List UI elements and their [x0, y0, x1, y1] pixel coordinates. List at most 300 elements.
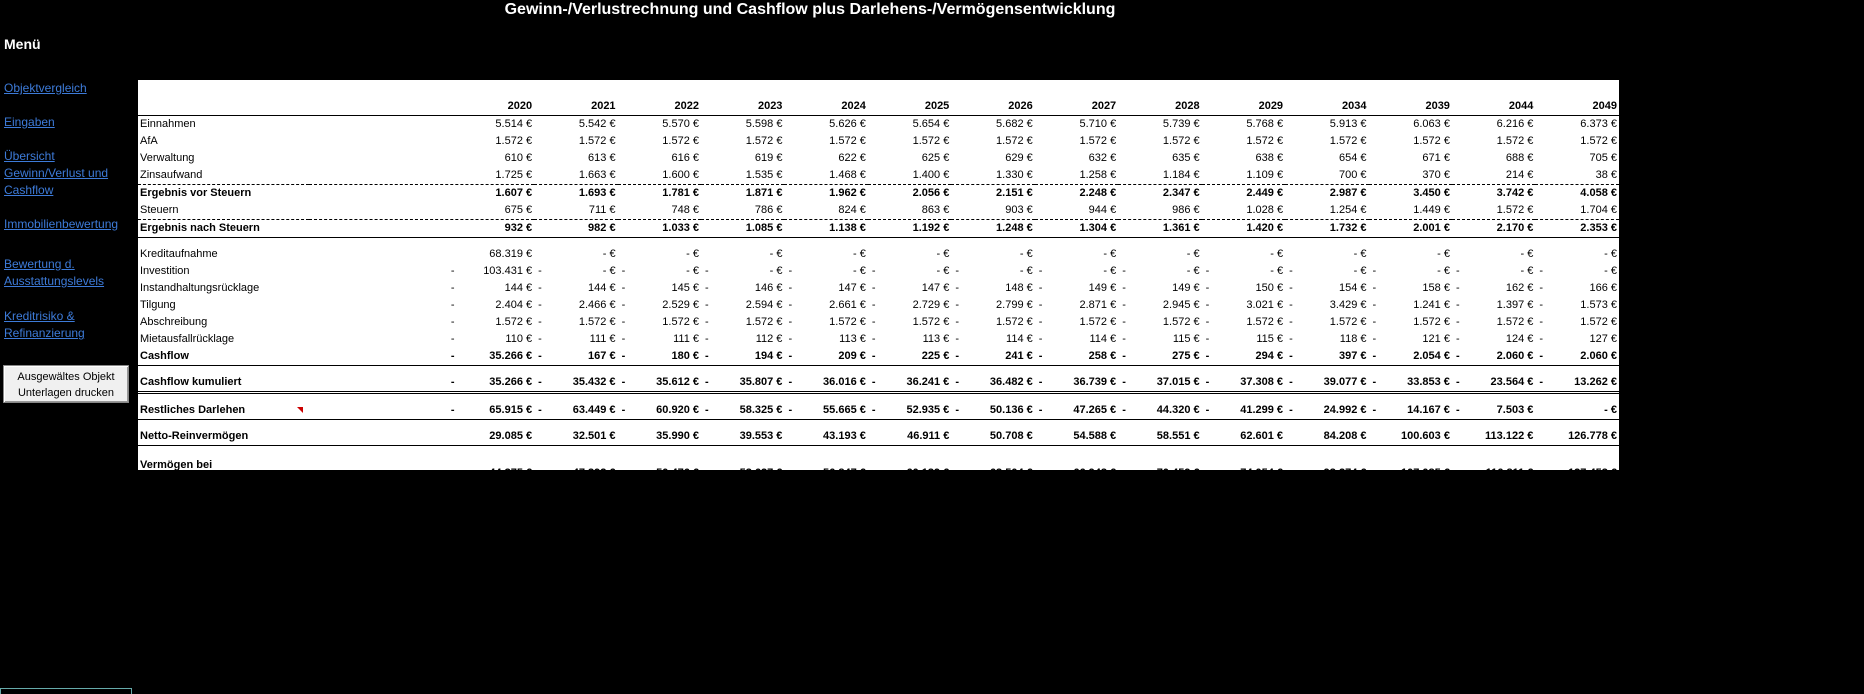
table-cell[interactable]: - 55.665 € — [784, 402, 867, 420]
table-cell[interactable]: 1.304 € — [1035, 220, 1118, 238]
table-cell[interactable]: 1.607 € — [309, 185, 534, 203]
table-cell[interactable]: 982 € — [534, 220, 617, 238]
table-cell[interactable]: - 14.167 € — [1369, 402, 1452, 420]
table-cell[interactable]: 5.654 € — [912, 118, 950, 130]
table-cell[interactable]: - 146 € — [705, 282, 783, 294]
table-cell[interactable]: 1.085 € — [701, 220, 784, 238]
table-cell[interactable]: - 2.945 € — [1122, 299, 1200, 311]
table-cell[interactable]: 1.732 € — [1285, 220, 1368, 238]
table-cell[interactable]: 126.778 € — [1535, 428, 1619, 446]
table-cell[interactable]: - € — [1353, 248, 1367, 260]
table-cell[interactable]: 1.535 € — [745, 169, 783, 181]
table-cell[interactable]: 60.139 € — [868, 456, 951, 492]
table-cell[interactable]: 610 € — [504, 152, 533, 164]
table-cell[interactable]: - 23.564 € — [1452, 374, 1535, 393]
table-cell[interactable]: - 127 € — [1539, 333, 1617, 345]
table-cell[interactable]: - 1.572 € — [1038, 316, 1117, 328]
table-cell[interactable]: 1.400 € — [912, 169, 950, 181]
table-cell[interactable]: 62.601 € — [1202, 428, 1285, 446]
row-label: Instandhaltungsrücklage — [140, 282, 260, 294]
table-cell[interactable]: 100.603 € — [1369, 428, 1452, 446]
table-cell[interactable]: - 194 € — [701, 348, 784, 366]
table-cell[interactable]: 2.449 € — [1202, 185, 1285, 203]
table-cell[interactable]: 84.208 € — [1285, 428, 1368, 446]
table-cell[interactable]: 1.184 € — [1162, 169, 1200, 181]
table-cell[interactable]: 2.151 € — [951, 185, 1034, 203]
table-cell[interactable]: - - € — [1372, 265, 1450, 277]
table-cell[interactable]: 1.330 € — [996, 169, 1033, 181]
table-cell[interactable]: - 1.572 € — [1289, 316, 1367, 328]
table-cell[interactable]: 616 € — [671, 152, 699, 164]
table-cell[interactable]: - 33.853 € — [1369, 374, 1452, 393]
table-cell[interactable]: 2.248 € — [1035, 185, 1118, 203]
table-cell[interactable]: 2.347 € — [1118, 185, 1201, 203]
table-cell[interactable]: - 150 € — [1205, 282, 1284, 294]
table-cell[interactable]: - € — [853, 248, 866, 260]
table-cell[interactable]: 370 € — [1422, 169, 1450, 181]
table-row — [138, 167, 1619, 185]
table-cell[interactable]: - 162 € — [1455, 282, 1534, 294]
year-header: 2049 — [1535, 97, 1619, 116]
table-cell[interactable]: 671 € — [1422, 152, 1450, 164]
table-row — [138, 374, 1619, 393]
table-cell[interactable]: 2.056 € — [868, 185, 951, 203]
row-label: Cashflow — [138, 348, 309, 366]
table-cell[interactable]: - € — [1019, 248, 1033, 260]
row-label: Ergebnis vor Steuern — [138, 185, 309, 203]
table-cell[interactable]: - 166 € — [1539, 282, 1617, 294]
table-cell[interactable]: - 2.060 € — [1452, 348, 1535, 366]
table-cell[interactable]: - 180 € — [618, 348, 701, 366]
table-cell[interactable]: 54.588 € — [1035, 428, 1118, 446]
table-cell[interactable]: - 112 € — [705, 333, 783, 345]
table-row — [138, 202, 1619, 220]
menu-title: Menü — [4, 36, 41, 52]
table-cell[interactable]: - 258 € — [1035, 348, 1118, 366]
menu-link-immobilienbewertung[interactable]: Immobilienbewertung — [4, 217, 119, 231]
table-cell[interactable]: 1.962 € — [784, 185, 867, 203]
table-cell[interactable]: 863 € — [921, 204, 950, 216]
table-cell[interactable]: - 145 € — [621, 282, 699, 294]
year-header: 2044 — [1452, 97, 1535, 116]
table-cell[interactable]: 654 € — [1338, 152, 1367, 164]
table-cell[interactable]: 43.193 € — [784, 428, 867, 446]
table-cell[interactable]: 1.449 € — [1413, 204, 1450, 216]
table-cell[interactable]: 70.459 € — [1118, 456, 1201, 492]
table-cell[interactable]: 2.170 € — [1452, 220, 1535, 238]
table-cell[interactable]: - 115 € — [1205, 333, 1284, 345]
table-cell[interactable]: 932 € — [309, 220, 534, 238]
table-cell[interactable]: 6.216 € — [1496, 118, 1534, 130]
table-cell[interactable]: 68.319 € — [489, 248, 533, 260]
table-cell[interactable]: 6.373 € — [1580, 118, 1617, 130]
table-cell[interactable]: 5.542 € — [578, 118, 616, 130]
table-cell[interactable]: 3.450 € — [1369, 185, 1452, 203]
table-cell[interactable]: 1.109 € — [1246, 169, 1284, 181]
table-cell[interactable]: 613 € — [588, 152, 616, 164]
sheet-tab[interactable] — [0, 688, 132, 694]
table-cell[interactable]: - 13.262 € — [1535, 374, 1619, 393]
row-label: Zinsaufwand — [140, 169, 203, 181]
table-cell[interactable]: - € — [1186, 248, 1200, 260]
row-label: Tilgung — [140, 299, 176, 311]
table-row — [138, 348, 1619, 366]
table-cell[interactable]: - 144 € — [538, 282, 616, 294]
table-cell[interactable]: 675 € — [504, 204, 533, 216]
table-cell[interactable]: - 7.503 € — [1452, 402, 1535, 420]
table-row — [138, 428, 1619, 446]
table-cell[interactable]: - 147 € — [871, 282, 950, 294]
table-cell[interactable]: 44.375 € — [309, 456, 534, 492]
table-cell[interactable]: 2.987 € — [1285, 185, 1368, 203]
table-cell[interactable]: 58.551 € — [1118, 428, 1201, 446]
table-cell[interactable]: - 2.054 € — [1369, 348, 1452, 366]
table-cell[interactable]: - 2.466 € — [538, 299, 616, 311]
table-cell[interactable]: - 2.661 € — [788, 299, 866, 311]
table-cell[interactable]: - 154 € — [1289, 282, 1367, 294]
table-cell[interactable]: - 39.077 € — [1285, 374, 1368, 393]
table-cell[interactable]: 1.572 € — [745, 135, 783, 147]
spacer-row — [138, 366, 1619, 375]
table-cell[interactable]: 1.572 € — [996, 135, 1033, 147]
table-cell[interactable]: - 113 € — [871, 333, 950, 345]
table-cell[interactable]: - 36.241 € — [868, 374, 951, 393]
table-cell[interactable]: - 397 € — [1285, 348, 1368, 366]
menu-link-kreditrisiko[interactable]: Kreditrisiko & Refinanzierung — [4, 309, 85, 340]
table-cell[interactable]: - 3.021 € — [1205, 299, 1284, 311]
table-cell[interactable]: 47.392 € — [534, 456, 617, 492]
table-cell[interactable]: - 1.572 € — [450, 316, 533, 328]
table-cell[interactable]: - 147 € — [788, 282, 866, 294]
table-cell[interactable]: 1.361 € — [1118, 220, 1201, 238]
table-cell[interactable]: 5.913 € — [1329, 118, 1367, 130]
table-cell[interactable]: - - € — [788, 265, 866, 277]
table-cell[interactable]: - 2.404 € — [450, 299, 533, 311]
row-label: Vermögen bei Miete x Faktor 20 - Restschuld — [138, 456, 309, 492]
table-cell[interactable]: - 1.572 € — [1122, 316, 1200, 328]
table-cell[interactable]: 1.725 € — [495, 169, 533, 181]
table-cell[interactable]: - 275 € — [1118, 348, 1201, 366]
table-cell[interactable]: 986 € — [1172, 204, 1200, 216]
table-cell[interactable]: - € — [1103, 248, 1117, 260]
print-documents-button[interactable]: Ausgewältes Objekt Unterlagen drucken — [3, 365, 129, 403]
table-cell[interactable]: 1.572 € — [1580, 135, 1617, 147]
table-cell[interactable]: - 121 € — [1372, 333, 1450, 345]
table-row — [138, 150, 1619, 167]
table-cell[interactable]: - - € — [1455, 265, 1534, 277]
table-cell[interactable]: 629 € — [1005, 152, 1033, 164]
table-cell[interactable]: 625 € — [921, 152, 950, 164]
table-row — [138, 280, 1619, 297]
table-cell[interactable]: - 1.572 € — [1455, 316, 1534, 328]
table-cell[interactable]: - 1.572 € — [1205, 316, 1284, 328]
table-cell[interactable]: 944 € — [1088, 204, 1117, 216]
table-cell[interactable]: 5.768 € — [1246, 118, 1284, 130]
table-cell[interactable]: 688 € — [1505, 152, 1534, 164]
table-cell[interactable]: - 1.572 € — [1372, 316, 1450, 328]
table-cell[interactable]: 93.274 € — [1285, 456, 1368, 492]
table-cell[interactable]: - € — [1270, 248, 1284, 260]
row-label: Netto-Reinvermögen — [138, 428, 309, 446]
table-cell[interactable]: 1.871 € — [701, 185, 784, 203]
table-cell[interactable]: - 149 € — [1122, 282, 1200, 294]
table-cell[interactable]: - € — [1604, 248, 1617, 260]
table-cell[interactable]: - 35.612 € — [618, 374, 701, 393]
table-cell[interactable]: 705 € — [1589, 152, 1617, 164]
table-cell[interactable]: 786 € — [754, 204, 783, 216]
table-cell[interactable]: 1.258 € — [1079, 169, 1117, 181]
table-cell[interactable]: - € — [936, 248, 950, 260]
table-cell[interactable]: 1.572 € — [1413, 135, 1450, 147]
table-cell[interactable]: 1.572 € — [662, 135, 699, 147]
table-cell[interactable]: - - € — [1289, 265, 1367, 277]
year-header: 2029 — [1202, 97, 1285, 116]
table-cell[interactable]: 632 € — [1088, 152, 1117, 164]
table-cell[interactable]: 1.572 € — [1246, 135, 1284, 147]
table-cell[interactable]: - 2.871 € — [1038, 299, 1117, 311]
table-cell[interactable]: - 103.431 € — [450, 265, 533, 277]
row-label: Verwaltung — [140, 152, 195, 164]
table-cell[interactable]: - 148 € — [955, 282, 1033, 294]
table-cell[interactable]: - 50.136 € — [951, 402, 1034, 420]
table-cell[interactable]: - 241 € — [951, 348, 1034, 366]
table-cell[interactable]: - 1.573 € — [1539, 299, 1617, 311]
table-cell[interactable]: - 149 € — [1038, 282, 1117, 294]
table-cell[interactable]: - 2.729 € — [871, 299, 950, 311]
table-cell[interactable]: 1.572 € — [578, 135, 616, 147]
table-cell[interactable]: - 37.308 € — [1202, 374, 1285, 393]
table-cell[interactable]: - 118 € — [1289, 333, 1367, 345]
table-cell[interactable]: 74.054 € — [1202, 456, 1285, 492]
table-cell[interactable]: 116.811 € — [1452, 456, 1535, 492]
table-cell[interactable]: 5.626 € — [829, 118, 866, 130]
table-cell[interactable]: 50.708 € — [951, 428, 1034, 446]
year-header: 2039 — [1369, 97, 1452, 116]
table-cell[interactable]: 3.742 € — [1452, 185, 1535, 203]
row-label: Ergebnis nach Steuern — [138, 220, 309, 238]
table-cell[interactable]: 1.248 € — [951, 220, 1034, 238]
menu-link-ausstattungslevel[interactable]: Bewertung d. Ausstattungslevels — [4, 257, 105, 288]
table-cell[interactable]: - - € — [705, 265, 783, 277]
table-cell[interactable]: 4.058 € — [1535, 185, 1619, 203]
table-cell[interactable]: - - € — [1539, 265, 1617, 277]
spacer-row — [138, 238, 1619, 247]
table-cell[interactable]: - 47.265 € — [1035, 402, 1118, 420]
table-cell[interactable]: - 124 € — [1455, 333, 1534, 345]
table-cell[interactable]: - 111 € — [538, 333, 616, 345]
table-cell[interactable]: - 35.432 € — [534, 374, 617, 393]
table-cell[interactable]: 39.553 € — [701, 428, 784, 446]
year-header: 2026 — [951, 97, 1034, 116]
table-cell[interactable]: - € — [1437, 248, 1450, 260]
table-cell[interactable]: - - € — [1122, 265, 1200, 277]
table-cell[interactable]: - € — [1520, 248, 1534, 260]
table-cell[interactable]: 66.943 € — [1035, 456, 1118, 492]
table-cell[interactable]: - € — [602, 248, 616, 260]
table-cell[interactable]: - 158 € — [1372, 282, 1450, 294]
table-row — [138, 263, 1619, 280]
table-cell[interactable]: - - € — [955, 265, 1033, 277]
menu-link-eingaben[interactable]: Eingaben — [4, 115, 55, 129]
year-header: 2027 — [1035, 97, 1118, 116]
table-cell[interactable]: - 2.060 € — [1535, 348, 1619, 366]
row-label: Investition — [140, 265, 190, 277]
table-cell[interactable]: 1.572 € — [1496, 135, 1534, 147]
table-cell[interactable]: - 1.572 € — [1539, 316, 1617, 328]
table-cell[interactable]: 127.453 € — [1535, 456, 1619, 492]
table-row — [138, 133, 1619, 150]
table-cell[interactable]: - 113 € — [788, 333, 866, 345]
table-cell[interactable]: 1.704 € — [1580, 204, 1617, 216]
table-cell[interactable]: 53.627 € — [701, 456, 784, 492]
table-cell[interactable]: - - € — [538, 265, 616, 277]
table-cell[interactable]: 748 € — [671, 204, 699, 216]
table-cell[interactable]: 1.572 € — [1329, 135, 1367, 147]
year-header: 2022 — [618, 97, 701, 116]
table-cell[interactable]: - 35.266 € — [309, 374, 534, 393]
table-cell[interactable]: 1.572 € — [1079, 135, 1117, 147]
table-cell[interactable]: - € — [1535, 402, 1619, 420]
table-cell[interactable]: 619 € — [754, 152, 783, 164]
table-cell[interactable]: - 111 € — [621, 333, 699, 345]
table-cell[interactable]: 1.693 € — [534, 185, 617, 203]
table-cell[interactable]: 5.570 € — [662, 118, 699, 130]
table-cell[interactable]: - 114 € — [1038, 333, 1117, 345]
table-cell[interactable]: - 44.320 € — [1118, 402, 1201, 420]
table-cell[interactable]: 1.572 € — [829, 135, 866, 147]
table-cell[interactable]: - 24.992 € — [1285, 402, 1368, 420]
table-cell[interactable]: 1.192 € — [868, 220, 951, 238]
table-cell[interactable]: 1.663 € — [578, 169, 616, 181]
table-cell[interactable]: 29.085 € — [309, 428, 534, 446]
table-cell[interactable]: - € — [769, 248, 783, 260]
table-cell[interactable]: - 36.482 € — [951, 374, 1034, 393]
table-cell[interactable]: 1.572 € — [912, 135, 950, 147]
year-header: 2028 — [1118, 97, 1201, 116]
table-cell[interactable]: - - € — [871, 265, 950, 277]
table-cell[interactable]: 35.990 € — [618, 428, 701, 446]
table-cell[interactable]: - 1.572 € — [788, 316, 866, 328]
table-cell[interactable]: 56.847 € — [784, 456, 867, 492]
table-cell[interactable]: 1.420 € — [1202, 220, 1285, 238]
table-cell[interactable]: - 65.915 € — [309, 402, 534, 420]
table-cell[interactable]: 38 € — [1595, 169, 1617, 181]
table-cell[interactable]: - - € — [1038, 265, 1117, 277]
table-cell[interactable]: 1.600 € — [662, 169, 699, 181]
table-cell[interactable]: 700 € — [1338, 169, 1367, 181]
table-cell[interactable]: 5.710 € — [1079, 118, 1117, 130]
table-cell[interactable]: - 3.429 € — [1289, 299, 1367, 311]
table-cell[interactable]: - - € — [621, 265, 699, 277]
table-cell[interactable]: - 294 € — [1202, 348, 1285, 366]
table-cell[interactable]: 46.911 € — [868, 428, 951, 446]
table-cell[interactable]: - 2.529 € — [621, 299, 699, 311]
table-cell[interactable]: 6.063 € — [1413, 118, 1450, 130]
table-cell[interactable]: 622 € — [838, 152, 866, 164]
table-cell[interactable]: 1.468 € — [829, 169, 866, 181]
table-cell[interactable]: 2.353 € — [1535, 220, 1619, 238]
table-cell[interactable]: - 35.807 € — [701, 374, 784, 393]
table-cell[interactable]: 50.476 € — [618, 456, 701, 492]
table-row — [138, 297, 1619, 314]
table-cell[interactable]: 1.572 € — [495, 135, 533, 147]
table-cell[interactable]: - 41.299 € — [1202, 402, 1285, 420]
table-row — [138, 456, 1619, 492]
table-cell[interactable]: 1.572 € — [1162, 135, 1200, 147]
table-cell[interactable]: 1.138 € — [784, 220, 867, 238]
table-cell[interactable]: 32.501 € — [534, 428, 617, 446]
table-cell[interactable]: 214 € — [1505, 169, 1534, 181]
table-cell[interactable]: - 1.241 € — [1372, 299, 1450, 311]
table-cell[interactable]: - 1.572 € — [538, 316, 616, 328]
table-cell[interactable]: 1.572 € — [1496, 204, 1534, 216]
table-cell[interactable]: 5.682 € — [996, 118, 1033, 130]
table-cell[interactable]: 107.085 € — [1369, 456, 1452, 492]
menu-link-objektvergleich[interactable]: Objektvergleich — [4, 81, 87, 95]
table-row — [138, 220, 1619, 238]
table-cell[interactable]: - 52.935 € — [868, 402, 951, 420]
table-cell[interactable]: 903 € — [1005, 204, 1033, 216]
table-cell[interactable]: - 60.920 € — [618, 402, 701, 420]
table-cell[interactable]: 635 € — [1172, 152, 1200, 164]
table-cell[interactable]: 113.122 € — [1452, 428, 1535, 446]
table-cell[interactable]: - 35.266 € — [309, 348, 534, 366]
table-cell[interactable]: 638 € — [1255, 152, 1284, 164]
table-cell[interactable]: - - € — [1205, 265, 1284, 277]
spacer-row — [138, 393, 1619, 403]
comment-indicator — [297, 407, 303, 413]
table-cell[interactable]: - 110 € — [450, 333, 533, 345]
table-cell[interactable]: - 63.449 € — [534, 402, 617, 420]
table-cell[interactable]: - 58.325 € — [701, 402, 784, 420]
table-cell[interactable]: - 225 € — [868, 348, 951, 366]
table-cell[interactable]: - 115 € — [1122, 333, 1200, 345]
table-cell[interactable]: 5.739 € — [1162, 118, 1200, 130]
table-cell[interactable]: - 37.015 € — [1118, 374, 1201, 393]
menu-link-uebersicht[interactable]: Übersicht Gewinn/Verlust und Cashflow — [4, 149, 109, 197]
table-cell[interactable]: - 1.572 € — [621, 316, 699, 328]
table-cell[interactable]: - 36.739 € — [1035, 374, 1118, 393]
table-cell[interactable]: - 144 € — [450, 282, 533, 294]
table-cell[interactable]: 1.781 € — [618, 185, 701, 203]
table-cell[interactable]: - 209 € — [784, 348, 867, 366]
table-cell[interactable]: - 1.572 € — [955, 316, 1033, 328]
table-cell[interactable]: 711 € — [588, 204, 616, 216]
table-cell[interactable]: - € — [686, 248, 699, 260]
table-cell[interactable]: - 2.799 € — [955, 299, 1033, 311]
table-row — [138, 116, 1619, 134]
table-cell[interactable]: 63.504 € — [951, 456, 1034, 492]
table-cell[interactable]: 1.254 € — [1329, 204, 1367, 216]
table-cell[interactable]: 1.033 € — [618, 220, 701, 238]
table-cell[interactable]: - 1.572 € — [871, 316, 950, 328]
table-cell[interactable]: 5.514 € — [495, 118, 533, 130]
row-label: Restliches Darlehen — [138, 402, 309, 420]
table-cell[interactable]: 824 € — [838, 204, 866, 216]
table-cell[interactable]: - 36.016 € — [784, 374, 867, 393]
year-header: 2020 — [309, 97, 534, 116]
table-cell[interactable]: - 1.572 € — [705, 316, 783, 328]
table-cell[interactable]: 2.001 € — [1369, 220, 1452, 238]
year-header: 2025 — [868, 97, 951, 116]
table-cell[interactable]: - 2.594 € — [705, 299, 783, 311]
table-cell[interactable]: - 167 € — [534, 348, 617, 366]
table-cell[interactable]: - 1.397 € — [1455, 299, 1534, 311]
table-cell[interactable]: - 114 € — [955, 333, 1033, 345]
page-title: Gewinn-/Verlustrechnung und Cashflow plus Darlehens-/Vermögensentwicklung — [504, 1, 1116, 18]
table-cell[interactable]: 5.598 € — [745, 118, 783, 130]
table-cell[interactable]: 1.028 € — [1246, 204, 1284, 216]
